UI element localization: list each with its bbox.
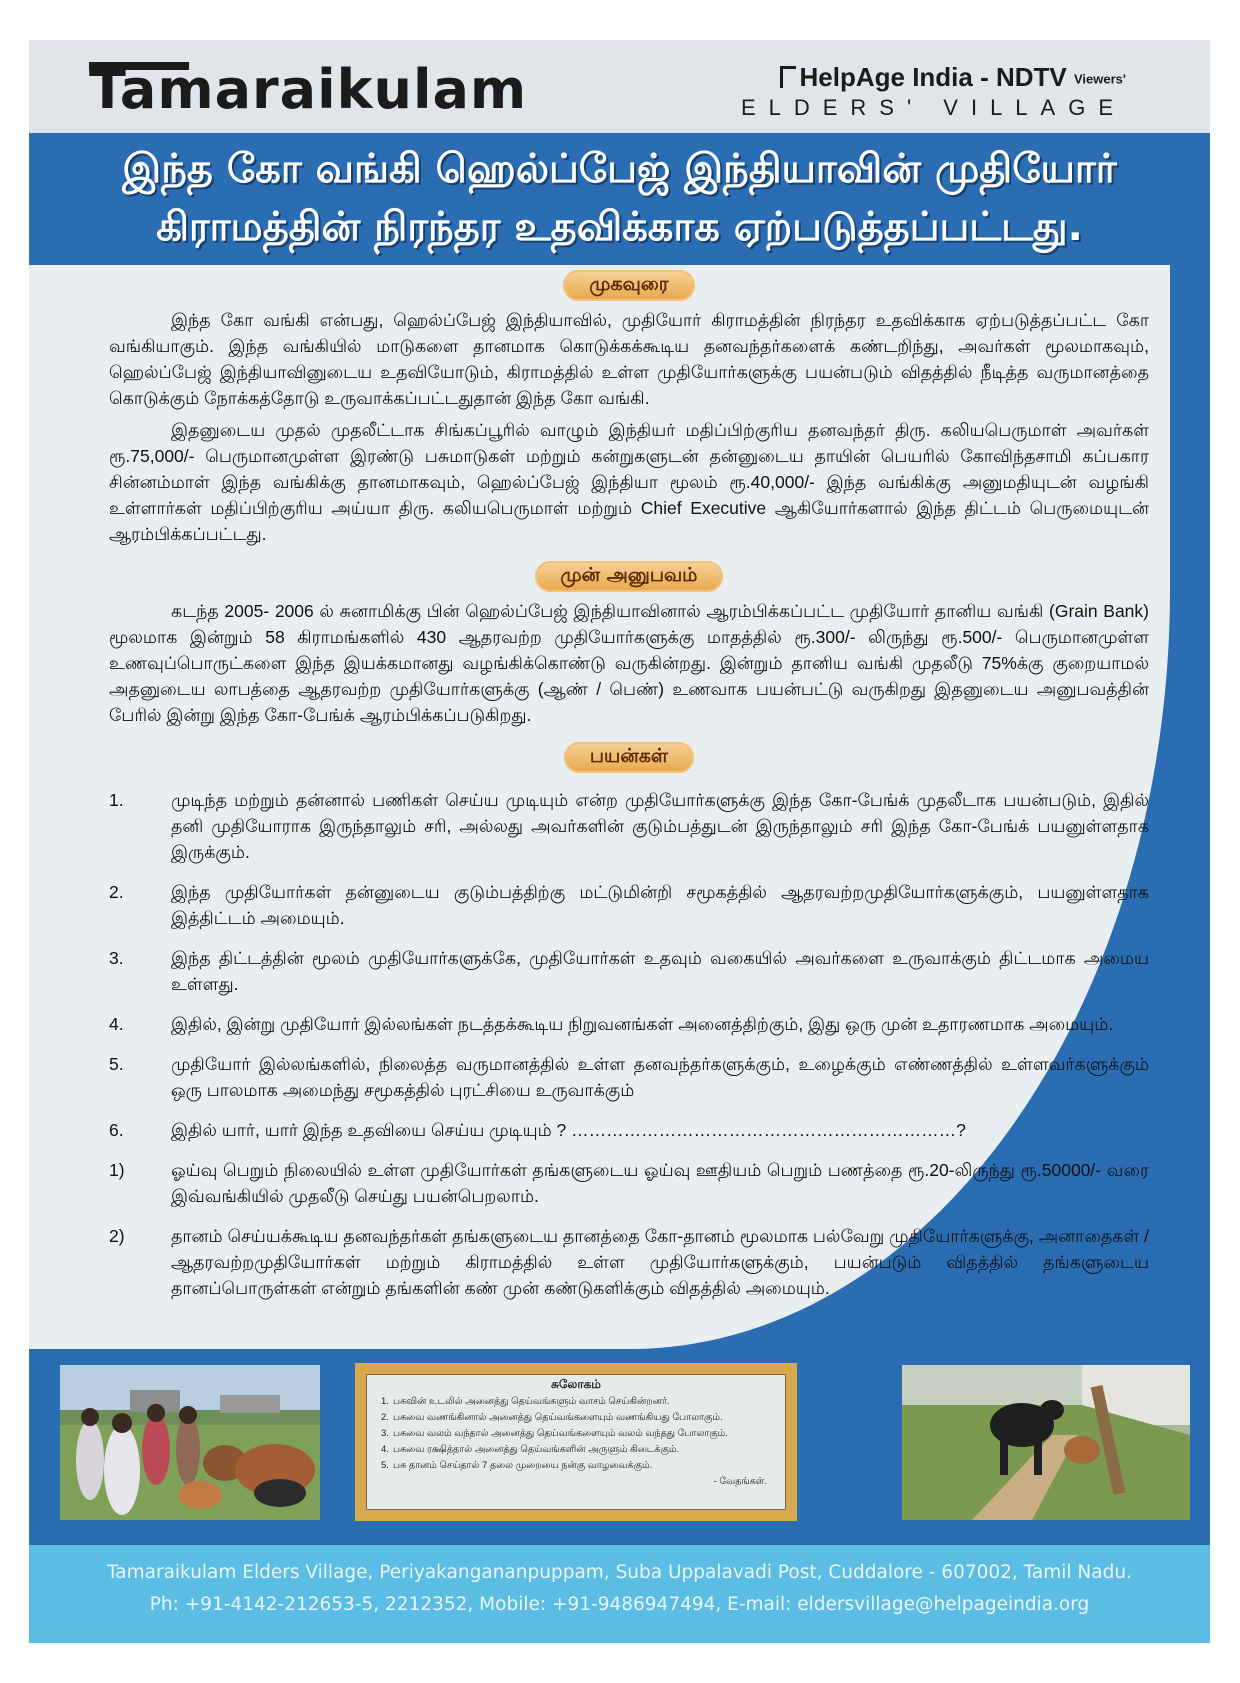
experience-heading: முன் அனுபவம் — [535, 561, 724, 592]
list-item: 5. பசு தானம் செய்தால் 7 தலை முறையை நன்கு வாழவைக்கும். — [381, 1460, 653, 1471]
list-item: 2. இந்த முதியோர்கள் தன்னுடைய குடும்பத்திற்கு மட்டுமின்றி சமூகத்தில் ஆதரவற்றமுதியோர்களுக்கும், பயனுள்ளதாக இத்திட்டம் அமையும். — [109, 882, 1149, 928]
cow-and-calf-photo — [902, 1365, 1190, 1520]
list-item: 1) ஓய்வு பெறும் நிலையில் உள்ள முதியோர்கள் தங்களுடைய ஓய்வு ஊதியம் பெறும் பணத்தை ரூ.20-லிருந்து ரூ.50000/- வரை இவ்வங்கியில் முதலீடு செய்து பயன்பெறலாம். — [109, 1160, 1149, 1206]
poster — [29, 40, 1210, 1643]
list-item: 5. முதியோர் இல்லங்களில், நிலைத்த வருமானத்தில் உள்ள தனவந்தர்களுக்கும், உழைக்கும் எண்ணத்தில் உள்ளவர்களுக்கும் ஒரு பாலமாக அமைந்து சமூகத்தில் புரட்சியை உருவாக்கும் — [109, 1054, 1149, 1100]
footer — [29, 1545, 1210, 1643]
top-band — [29, 40, 1210, 133]
headline-line-1: இந்த கோ வங்கி ஹெல்ப்பேஜ் இந்தியாவின் முதியோர் — [122, 146, 1117, 192]
elders-with-cows-photo — [60, 1365, 320, 1520]
sloka-card — [355, 1363, 797, 1521]
list-item: 4. இதில், இன்று முதியோர் இல்லங்கள் நடத்தக்கூடிய நிறுவனங்கள் அனைத்திற்கும், இது ஒரு முன் உதாரணமாக அமையும். — [109, 1014, 1114, 1034]
list-item: 3. பசுவை வலம் வந்தால் அனைத்து தெய்வங்களையும் வலம் வந்தது போலாகும். — [381, 1428, 728, 1439]
photo-strip — [29, 1349, 1210, 1545]
sloka-source: - வேதங்கள். — [713, 1476, 767, 1487]
partner-subtitle: ELDERS' VILLAGE — [740, 95, 1126, 120]
intro-paragraph-2: இதனுடைய முதல் முதலீட்டாக சிங்கப்பூரில் வாழும் இந்தியர் மதிப்பிற்குரிய தனவந்தர் திரு. கலியபெருமாள் அவர்கள் ரூ.75,000/- பெருமானமுள்ள இரண்டு பசுமாடுகள் மற்றும் கன்றுகளுடன் தன்னுடைய தாயின் பெயரில் கோவிந்தசாமி கப்பகார சின்னம்மாள் இந்த வங்கிக்கு தானமாகவும், ஹெல்ப்பேஜ் இந்தியா மூலம் ரூ.40,000/- இந்த வங்கிக்கு அனுமதியுடன் வழங்கி உள்ளார்கள் மதிப்பிற்குரிய அய்யா திரு. கலியபெருமாள் மற்றும் Chief Executive ஆகியோர்களால் இந்த திட்டம் பெருமையுடன் ஆரம்பிக்கப்பட்டது. — [109, 420, 1149, 544]
benefits-list — [109, 787, 1149, 1301]
partner-name: HelpAge India - NDTV — [799, 62, 1067, 92]
brand-logo: Tamaraikulam — [89, 58, 528, 121]
list-item: 2. பசுவை வணங்கினால் அனைத்து தெய்வங்களையும் வணங்கியது போலாகும். — [381, 1412, 723, 1423]
headline-line-2: கிராமத்தின் நிரந்தர உதவிக்காக ஏற்படுத்தப்பட்டது. — [156, 204, 1083, 250]
list-item: 2) தானம் செய்யக்கூடிய தனவந்தர்கள் தங்களுடைய தானத்தை கோ-தானம் மூலமாக பல்வேறு முதியோர்களுக்கு, அனாதைகள் / ஆதரவற்றமுதியோர்கள் மற்றும் கிராமத்தில் உள்ள முதியோர்களுக்கும், பயன்படும் விதத்தில் தங்களுடைய தானப்பொருள்கள் என்றும் தங்களின் கண் முன் கண்டுகளிக்கும் விதத்தில் அமையும். — [109, 1226, 1149, 1298]
list-item: 6. இதில் யார், யார் இந்த உதவியை செய்ய முடியும் ? …………………………………………………………? — [109, 1120, 966, 1140]
list-item: 3. இந்த திட்டத்தின் மூலம் முதியோர்களுக்கே, முதியோர்கள் உதவும் வகையில் அவர்களை உருவாக்கும் திட்டமாக அமைய உள்ளது. — [109, 948, 1149, 994]
intro-heading: முகவுரை — [563, 270, 694, 301]
footer-contact: Ph: +91-4142-212653-5, 2212352, Mobile: +91-9486947494, E-mail: eldersvillage@helpageindia.org — [149, 1594, 1090, 1615]
sloka-title: சுலோகம் — [551, 1377, 601, 1391]
footer-address: Tamaraikulam Elders Village, Periyakangananpuppam, Suba Uppalavadi Post, Cuddalore - 607002, Tamil Nadu. — [107, 1562, 1132, 1583]
intro-paragraph-1: இந்த கோ வங்கி என்பது, ஹெல்ப்பேஜ் இந்தியாவில், முதியோர் கிராமத்தின் நிரந்தர உதவிக்காக ஏற்படுத்தப்பட்ட கோ வங்கியாகும். இந்த வங்கியில் மாடுகளை தானமாக கொடுக்கக்கூடிய தனவந்தர்களைக் கண்டறிந்து, அவர்கள் மூலமாகவும், ஹெல்ப்பேஜ் இந்தியாவினுடைய உதவியோடும், கிராமத்தில் உள்ள முதியோர்களுக்கு பயன்படும் விதத்தில் நீடித்த வருமானத்தை கொடுக்கும் நோக்கத்தோடு உருவாக்கப்பட்டதுதான் இந்த கோ வங்கி. — [109, 310, 1149, 408]
partner-logo — [696, 62, 1126, 121]
headline — [29, 140, 1210, 256]
list-item: 1. முடிந்த மற்றும் தன்னால் பணிகள் செய்ய முடியும் என்ற முதியோர்களுக்கு இந்த கோ-பேங்க் முதலீடாக பயன்படும், இதில் தனி முதியோராக இருந்தாலும் சரி, அல்லது அவர்களின் குடும்பத்துடன் இருந்தாலும் சரி இந்த கோ-பேங்க் பயனுள்ளதாக இருக்கும். — [109, 790, 1149, 862]
helpage-icon — [780, 66, 796, 88]
content — [109, 270, 1149, 1315]
list-item: 4. பசுவை ரக்ஷித்தால் அனைத்து தெய்வங்களின் அருளும் கிடைக்கும். — [381, 1444, 680, 1455]
experience-paragraph: கடந்த 2005- 2006 ல் சுனாமிக்கு பின் ஹெல்ப்பேஜ் இந்தியாவினால் ஆரம்பிக்கப்பட்ட முதியோர் தானிய வங்கி (Grain Bank) மூலமாக இன்றும் 58 கிராமங்களில் 430 ஆதரவற்ற முதியோர்களுக்கு மாதத்தில் ரூ.300/- லிருந்து ரூ.500/- பெருமானமுள்ள உணவுப்பொருட்களை இந்த இயக்கமானது வழங்கிக்கொண்டு வருகின்றது. இன்றும் தானிய வங்கி முதலீடு 75%க்கு குறையாமல் அதனுடைய லாபத்தை ஆதரவற்ற முதியோர்களுக்கு (ஆண் / பெண்) உணவாக பயன்பட்டு வருகிறது இதனுடைய அனுபவத்தின் பேரில் இன்று இந்த கோ-பேங்க் ஆரம்பிக்கப்படுகிறது. — [109, 601, 1149, 725]
benefits-heading: பயன்கள் — [564, 742, 694, 773]
list-item: 1. பசுவின் உடலில் அனைத்து தெய்வங்களும் வாசம் செய்கின்றனர். — [381, 1396, 670, 1407]
sloka-list — [367, 1395, 785, 1472]
partner-viewers: Viewers' — [1074, 71, 1126, 87]
